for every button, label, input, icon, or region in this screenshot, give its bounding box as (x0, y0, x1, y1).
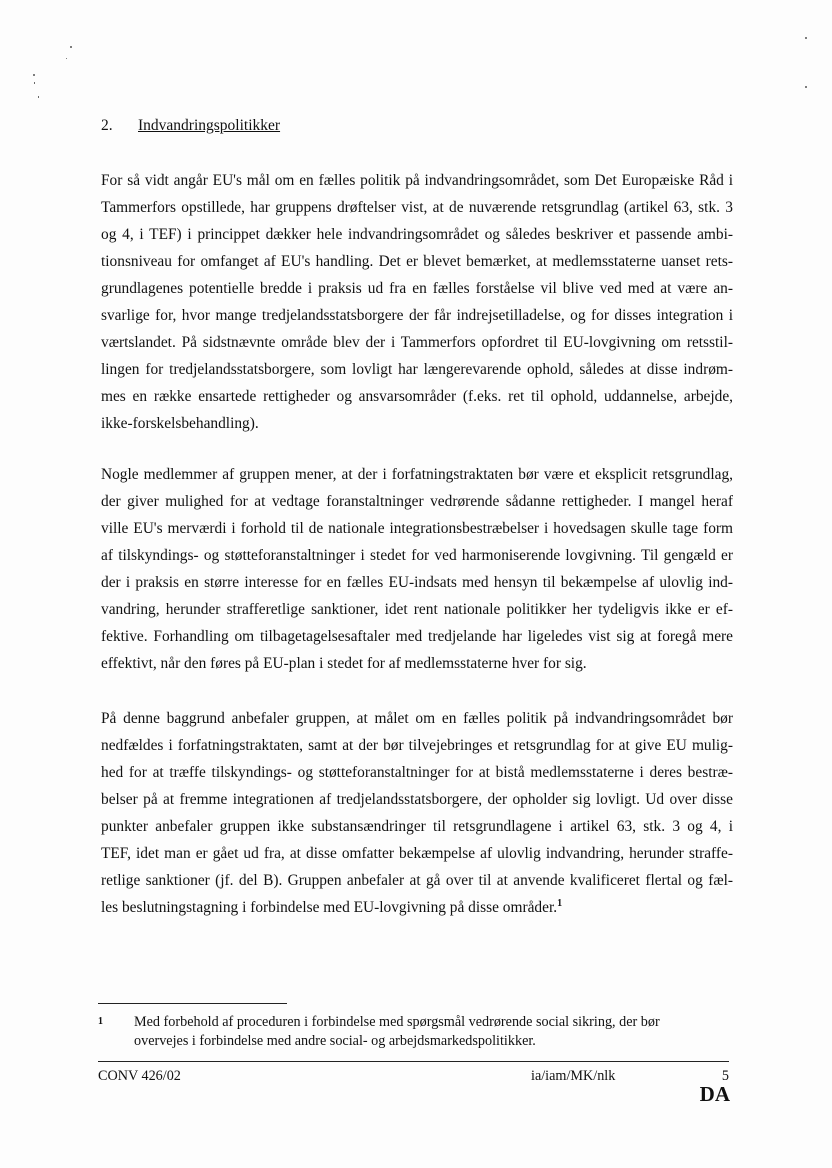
section-heading (101, 116, 280, 136)
section-title: Indvandringspolitikker (138, 117, 281, 134)
footer-reference: ia/iam/MK/nlk (531, 1068, 616, 1084)
text-line: mes en række ensartede rettigheder og ansvarsområder (f.eks. ret til ophold, uddannelse, arbejde, (101, 388, 733, 405)
text-line: retlige sanktioner (jf. del B). Gruppen anbefaler at gå over til at anvende kvalificeret flertal og fæl- (101, 872, 733, 889)
scan-speck (805, 86, 807, 88)
paragraph-2 (101, 461, 733, 677)
language-code: DA (699, 1082, 730, 1106)
text-line: tionsniveau for omfanget af EU's handling. Det er blevet bemærket, at medlemsstaterne uanset rets- (101, 253, 733, 270)
text-line: effektivt, når den føres på EU-plan i stedet for af medlemsstaterne hver for sig. (101, 655, 587, 672)
footnote-text (134, 1013, 733, 1051)
text-line (101, 894, 733, 921)
text-line: vandring, herunder strafferetlige sanktioner, idet rent nationale politikker her tydeligvis ikke er ef- (101, 601, 733, 618)
footnote-line: Med forbehold af proceduren i forbindelse med spørgsmål vedrørende social sikring, der bør (134, 1014, 660, 1030)
text-line: Tammerfors opstillede, har gruppens drøftelser vist, at de nuværende retsgrundlag (artikel 63, stk. 3 (101, 199, 733, 216)
text-line: og 4, i TEF) i princippet dækker hele indvandringsområdet og således beskriver et passende ambi- (101, 226, 733, 243)
text-line: For så vidt angår EU's mål om en fælles politik på indvandringsområdet, som Det Europæiske Råd i (101, 172, 733, 189)
text-line: nedfældes i forfatningstraktaten, samt at der bør tilvejebringes et retsgrundlag for at give EU mulig- (101, 737, 733, 754)
footnote-separator (98, 1003, 287, 1004)
scan-speck (805, 37, 807, 39)
text-line: På denne baggrund anbefaler gruppen, at målet om en fælles politik på indvandringsområdet bør (101, 710, 733, 727)
text-line: ikke-forskelsbehandling). (101, 415, 259, 432)
page-number: 5 (721, 1068, 729, 1084)
footnote-reference[interactable]: 1 (557, 897, 563, 909)
text-line: lingen for tredjelandsstatsborgere, som lovligt har længerevarende ophold, således at disse indrøm- (101, 361, 733, 378)
scan-speck (34, 82, 35, 84)
text-line: ville EU's merværdi i forhold til de nationale integrationsbestræbelser i hovedsagen skulle tage form (101, 520, 733, 537)
footnote-line: overvejes i forbindelse med andre social- og arbejdsmarkedspolitikker. (134, 1033, 536, 1049)
text-line: belser på at fremme integrationen af tredjelandsstatsborgere, der opholder sig lovligt. Ud over disse (101, 791, 733, 808)
scan-speck (66, 58, 67, 59)
scan-speck (38, 96, 39, 98)
text-line: af tilskyndings- og støtteforanstaltninger i stedet for ved harmoniserende lovgivning. Til gengæld er (101, 547, 733, 564)
text-line-content: les beslutningstagning i forbindelse med EU-lovgivning på disse områder. (101, 899, 558, 916)
text-line: TEF, idet man er gået ud fra, at disse omfatter bekæmpelse af ulovlig indvandring, herunder straffe- (101, 845, 733, 862)
text-line: der giver mulighed for at vedtage foranstaltninger vedrørende sådanne rettigheder. I mangel heraf (101, 493, 733, 510)
text-line: grundlagenes potentielle bredde i praksis ud fra en fælles forståelse vil blive ved med at være an- (101, 280, 733, 297)
text-line: Nogle medlemmer af gruppen mener, at der i forfatningstraktaten bør være et eksplicit retsgrundlag, (101, 466, 733, 483)
text-line: svarlige for, hvor mange tredjelandsstatsborgere der får indrejsetilladelse, og for disses integration i (101, 307, 733, 324)
paragraph-1 (101, 167, 733, 437)
text-line: punkter anbefaler gruppen ikke substansændringer til retsgrundlagene i artikel 63, stk. 3 og 4, i (101, 818, 733, 835)
scan-speck (33, 74, 35, 76)
footnote (98, 1013, 733, 1051)
footnote-mark: 1 (98, 1016, 103, 1027)
text-line: der i praksis en større interesse for en fælles EU-indsats med hensyn til bekæmpelse af ulovlig ind- (101, 574, 733, 591)
section-number: 2. (101, 117, 113, 134)
text-line: værtslandet. På sidstnævnte område blev der i Tammerfors opfordret til EU-lovgivning om retsstil- (101, 334, 733, 351)
scan-speck (70, 46, 72, 48)
footer-document-number: CONV 426/02 (98, 1068, 181, 1084)
text-line: fektive. Forhandling om tilbagetagelsesaftaler med tredjelande har ligeledes vist sig at foregå mere (101, 628, 733, 645)
paragraph-3 (101, 705, 733, 921)
text-line: hed for at træffe tilskyndings- og støtteforanstaltninger for at bistå medlemsstaterne i deres bestræ- (101, 764, 733, 781)
footer-separator (98, 1061, 729, 1062)
